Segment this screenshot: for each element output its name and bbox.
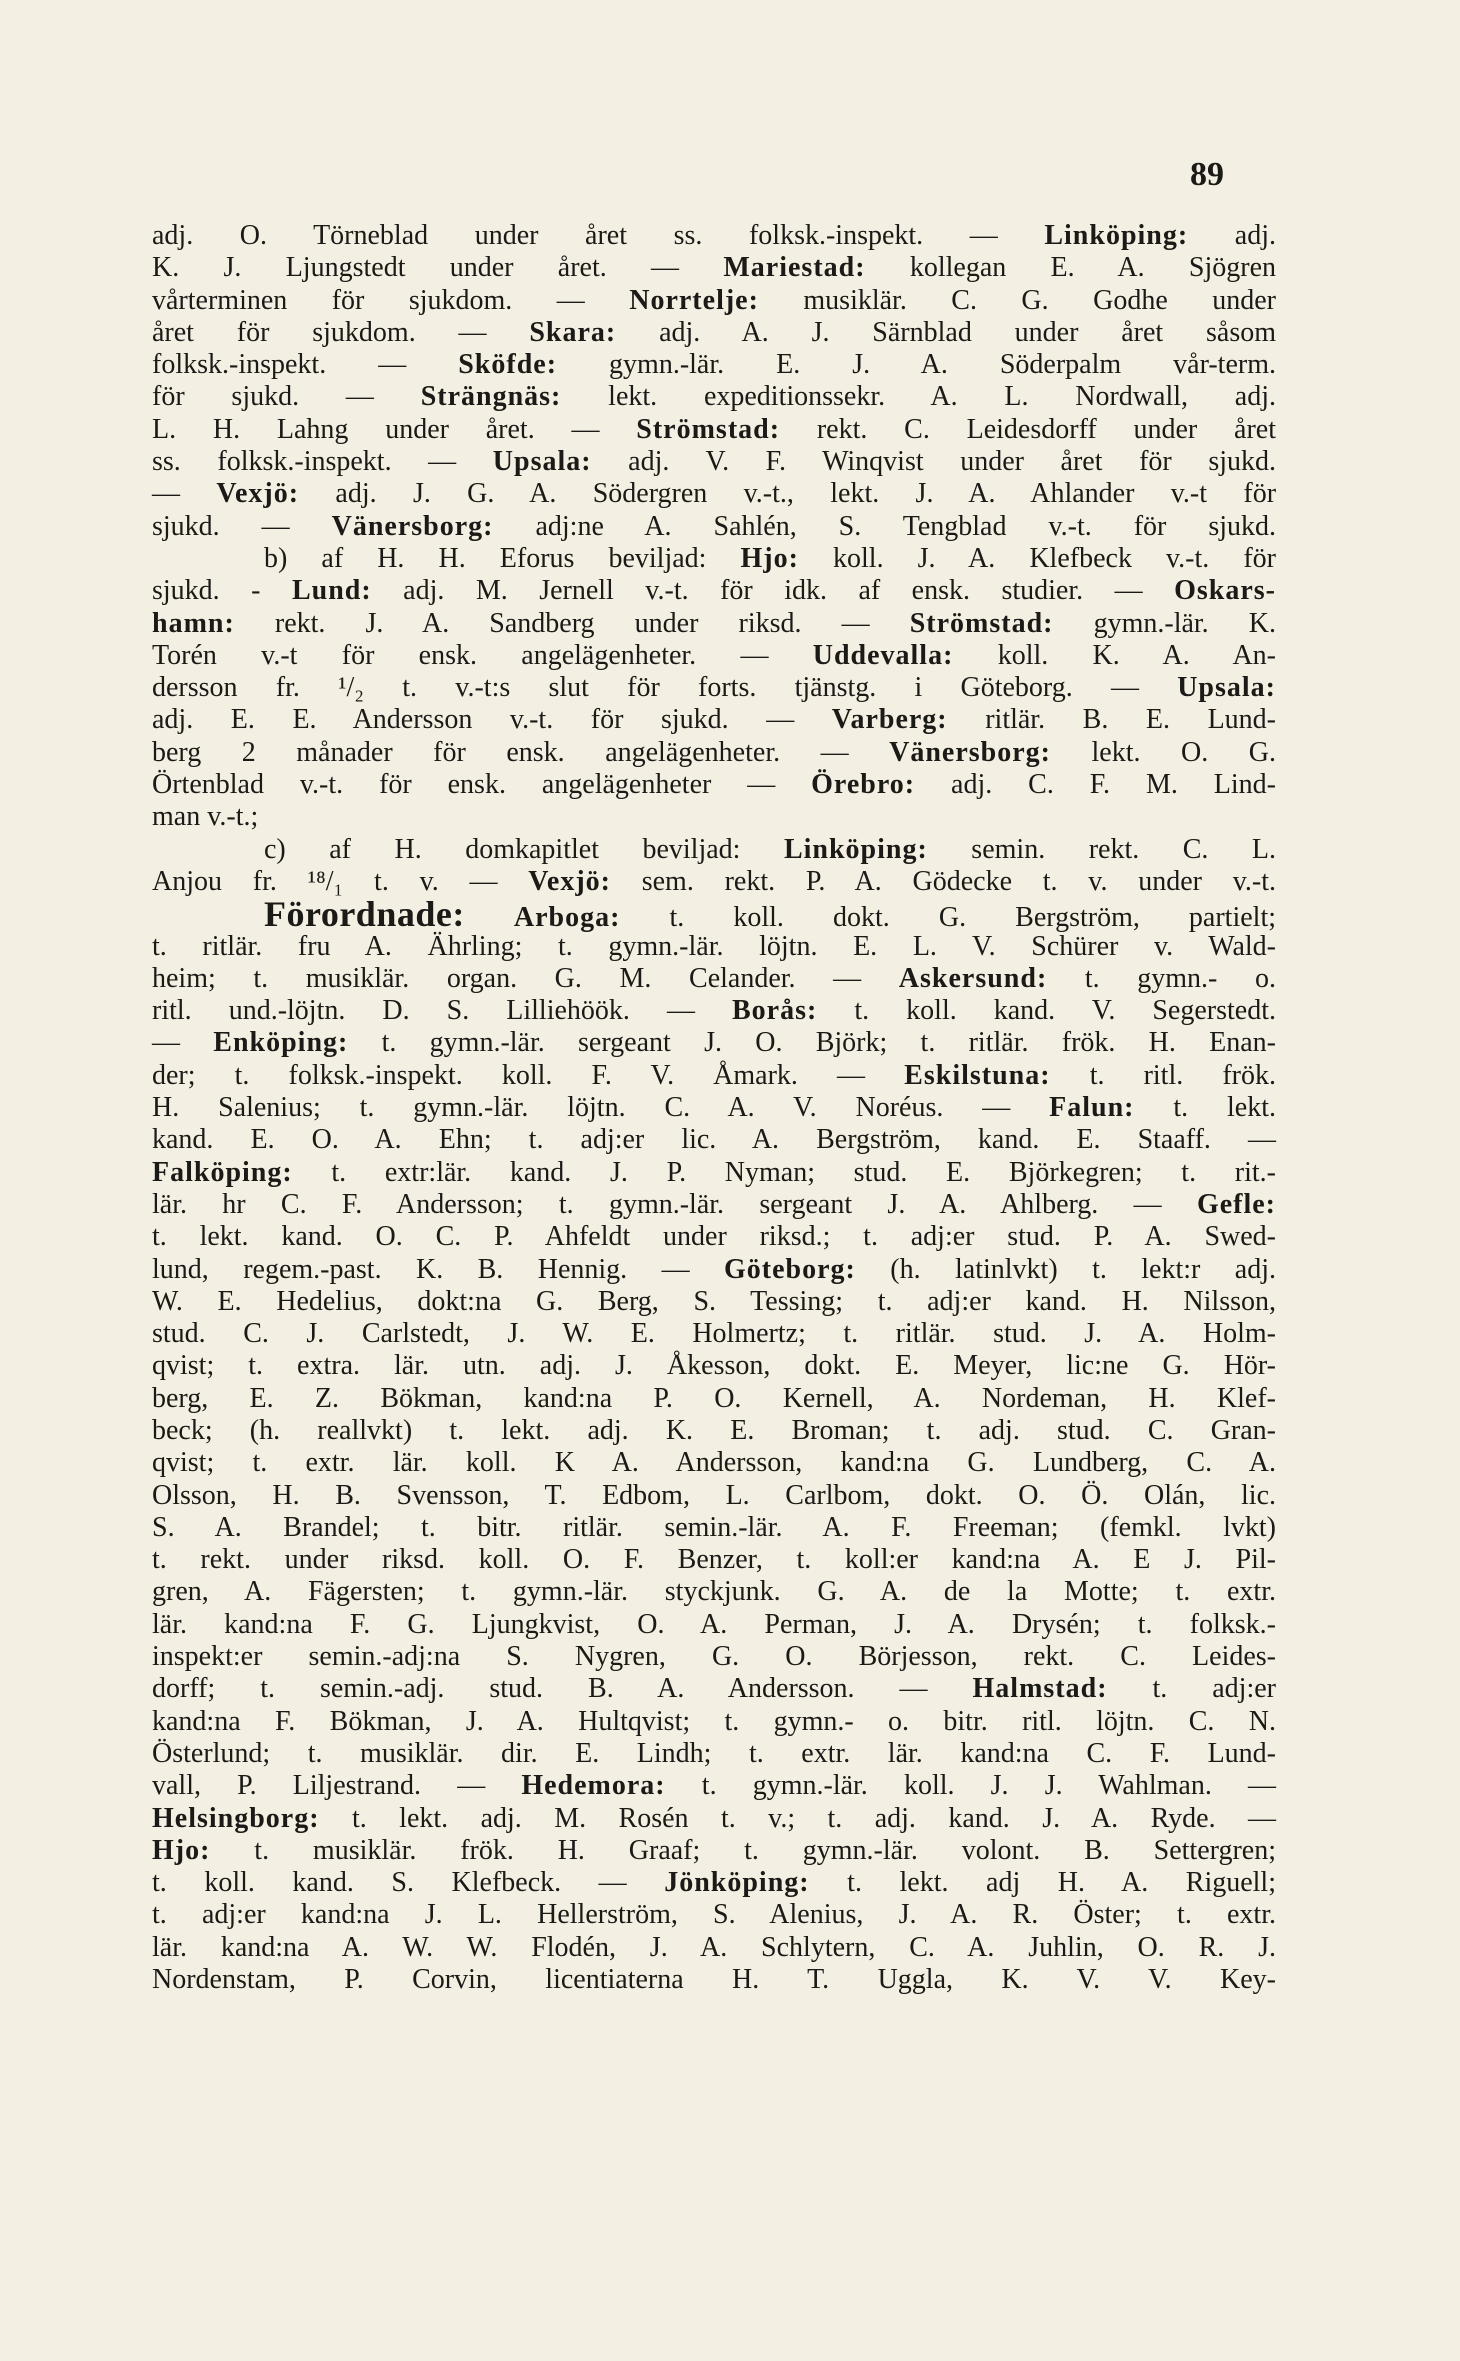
text-segment: Olsson, H. B. Svensson, T. Edbom, L. Carlbom, dokt. O. Ö. Olán, lic. — [152, 1479, 1276, 1511]
text-line — [152, 1964, 1276, 1996]
text-segment: K. J. Ljungstedt under året. — — [152, 252, 724, 284]
place-name: Strängnäs: — [420, 381, 562, 413]
place-name: Falköping: — [152, 1156, 293, 1188]
text-segment: adj. — [1188, 220, 1276, 251]
text-segment: W. E. Hedelius, dokt:na G. Berg, S. Tessing; t. adj:er kand. H. Nilsson, — [152, 1285, 1276, 1317]
place-name: Hjo: — [740, 542, 799, 574]
text-line — [152, 285, 1276, 317]
place-name: Vexjö: — [528, 865, 611, 897]
text-segment: gymn.-lär. K. — [1053, 607, 1276, 639]
place-name: Askersund: — [898, 962, 1048, 994]
text-line — [152, 381, 1276, 413]
text-line — [152, 1867, 1276, 1899]
text-segment: dersson fr. ¹/₂ t. v.-t:s slut för forts. tjänstg. i Göteborg. — — [152, 672, 1178, 704]
text-line — [152, 995, 1276, 1027]
text-segment: sjukd. - — [152, 575, 292, 607]
text-line — [152, 737, 1276, 769]
text-segment: folksk.-inspekt. — — [152, 349, 459, 381]
text-segment: rekt. C. Leidesdorff under året — [780, 413, 1276, 445]
text-segment: qvist; t. extr. lär. koll. K A. Andersson, kand:na G. Lundberg, C. A. — [152, 1447, 1276, 1479]
text-segment: adj. C. F. M. Lind- — [915, 769, 1276, 801]
place-name: Helsingborg: — [152, 1802, 320, 1834]
text-segment: t. koll. kand. S. Klefbeck. — — [152, 1867, 665, 1899]
place-name: Jönköping: — [664, 1867, 810, 1899]
text-segment: stud. C. J. Carlstedt, J. W. E. Holmertz; t. ritlär. stud. J. A. Holm- — [152, 1318, 1276, 1350]
text-line — [152, 704, 1276, 736]
text-line — [152, 1286, 1276, 1318]
place-name: Vänersborg: — [331, 510, 494, 542]
place-name: Strömstad: — [909, 607, 1054, 639]
text-segment: adj. M. Jernell v.-t. för idk. af ensk. studier. — — [371, 575, 1175, 607]
text-segment: musiklär. C. G. Godhe under — [758, 284, 1276, 316]
text-segment: qvist; t. extra. lär. utn. adj. J. Åkesson, dokt. E. Meyer, lic:ne G. Hör- — [152, 1350, 1276, 1382]
text-segment: beck; (h. reallvkt) t. lekt. adj. K. E. Broman; t. adj. stud. C. Gran- — [152, 1414, 1276, 1446]
place-name: Sköfde: — [458, 349, 558, 381]
place-name: Göteborg: — [724, 1253, 856, 1285]
text-line — [152, 1221, 1276, 1253]
text-segment: Nordenstam, P. Corvin, licentiaterna H. T. Uggla, K. V. V. Key- — [152, 1964, 1276, 1996]
text-segment: t. lekt. kand. O. C. P. Ahfeldt under riksd.; t. adj:er stud. P. A. Swed- — [152, 1221, 1276, 1253]
text-line — [152, 1157, 1276, 1189]
text-segment: koll. K. A. An- — [953, 639, 1276, 671]
place-name: Mariestad: — [723, 252, 866, 284]
text-segment: rekt. J. A. Sandberg under riksd. — — [234, 607, 910, 639]
text-segment: Österlund; t. musiklär. dir. E. Lindh; t. extr. lär. kand:na C. F. Lund- — [152, 1737, 1276, 1769]
place-name: Upsala: — [1177, 672, 1276, 704]
text-line — [152, 640, 1276, 672]
text-line — [152, 1415, 1276, 1447]
text-segment: c) af H. domkapitlet beviljad: — [264, 833, 784, 865]
text-segment: S. A. Brandel; t. bitr. ritlär. semin.-lär. A. F. Freeman; (femkl. lvkt) — [152, 1511, 1276, 1543]
text-segment: t. ritl. frök. — [1050, 1059, 1277, 1091]
text-line — [152, 1609, 1276, 1641]
place-name: Gefle: — [1196, 1188, 1276, 1220]
place-name: Vexjö: — [216, 478, 300, 510]
text-line — [152, 1254, 1276, 1286]
text-line — [152, 317, 1276, 349]
text-segment: t. gymn.-lär. koll. J. J. Wahlman. — — [665, 1770, 1276, 1802]
text-line — [152, 478, 1276, 510]
text-segment — [465, 902, 514, 933]
text-segment: t. adj:er kand:na J. L. Hellerström, S. Alenius, J. A. R. Öster; t. extr. — [152, 1899, 1276, 1931]
text-line — [152, 1189, 1276, 1221]
place-name: Linköping: — [783, 833, 928, 865]
place-name: Uddevalla: — [812, 639, 954, 671]
text-segment: adj. O. Törneblad under året ss. folksk.-inspekt. — — [152, 220, 1045, 251]
place-name: Eskilstuna: — [904, 1059, 1051, 1091]
text-segment: t. lekt. adj. M. Rosén t. v.; t. adj. kand. J. A. Ryde. — — [319, 1802, 1276, 1834]
text-segment: t. gymn.- o. — [1047, 962, 1276, 994]
text-segment: lär. kand:na F. G. Ljungkvist, O. A. Perman, J. A. Drysén; t. folksk.- — [152, 1608, 1276, 1640]
text-line — [152, 801, 1276, 833]
text-segment: L. H. Lahng under året. — — [152, 413, 637, 445]
place-name: Hjo: — [152, 1834, 211, 1866]
text-segment: adj. J. G. A. Södergren v.-t., lekt. J. A. Ahlander v.-t för — [299, 478, 1277, 510]
text-segment: H. Salenius; t. gymn.-lär. löjtn. C. A. V. Noréus. — — [152, 1092, 1050, 1124]
text-line — [152, 1350, 1276, 1382]
place-name: Norrtelje: — [629, 284, 759, 316]
text-segment: året för sjukdom. — — [152, 316, 530, 348]
text-line — [152, 1512, 1276, 1544]
text-line — [152, 220, 1276, 252]
text-line — [152, 1124, 1276, 1156]
page-number: 89 — [1190, 156, 1224, 193]
text-segment: t. rekt. under riksd. koll. O. F. Benzer, t. koll:er kand:na A. E J. Pil- — [152, 1544, 1276, 1576]
place-name: Linköping: — [1044, 220, 1189, 251]
text-segment: — — [152, 478, 217, 510]
place-name: Oskars- — [1174, 575, 1276, 607]
text-segment: berg 2 månader för ensk. angelägenheter. — — [152, 736, 890, 768]
text-line — [152, 1673, 1276, 1705]
text-line — [152, 414, 1276, 446]
text-line — [152, 769, 1276, 801]
text-segment: Anjou fr. ¹⁸/₁ t. v. — — [152, 865, 529, 897]
place-name: Enköping: — [213, 1027, 349, 1059]
text-line — [152, 1544, 1276, 1576]
text-segment: sjukd. — — [152, 510, 332, 542]
text-segment: t. gymn.-lär. sergeant J. O. Björk; t. ritlär. frök. H. Enan- — [348, 1027, 1277, 1059]
text-line — [152, 1932, 1276, 1964]
text-segment: adj. E. E. Andersson v.-t. för sjukd. — — [152, 704, 832, 736]
text-line — [152, 1092, 1276, 1124]
text-line — [152, 1641, 1276, 1673]
text-segment: ritl. und.-löjtn. D. S. Lilliehöök. — — [152, 995, 732, 1027]
place-name: Borås: — [731, 995, 818, 1027]
text-segment: gymn.-lär. E. J. A. Söderpalm vår-term. — [557, 349, 1276, 381]
text-line — [152, 672, 1276, 704]
text-segment: heim; t. musiklär. organ. G. M. Celander. — — [152, 962, 899, 994]
text-segment: vårterminen för sjukdom. — — [152, 284, 630, 316]
text-line — [152, 1803, 1276, 1835]
place-name: Lund: — [291, 575, 372, 607]
text-segment: ss. folksk.-inspekt. — — [152, 446, 493, 478]
text-segment: t. musiklär. frök. H. Graaf; t. gymn.-lär. volont. B. Settergren; — [210, 1834, 1276, 1866]
text-segment: (h. latinlvkt) t. lekt:r adj. — [855, 1253, 1276, 1285]
text-segment: adj:ne A. Sahlén, S. Tengblad v.-t. för sjukd. — [493, 510, 1276, 542]
text-segment: t. adj:er — [1107, 1673, 1276, 1705]
text-line — [152, 349, 1276, 381]
text-segment: t. lekt. — [1134, 1092, 1277, 1124]
text-segment: Örtenblad v.-t. för ensk. angelägenheter — — [152, 769, 812, 801]
text-segment: semin. rekt. C. L. — [927, 833, 1276, 865]
text-segment: lund, regem.-past. K. B. Hennig. — — [152, 1253, 724, 1285]
place-name: Arboga: — [513, 902, 621, 934]
place-name: Strömstad: — [636, 413, 781, 445]
text-line — [152, 1383, 1276, 1415]
text-line — [152, 1835, 1276, 1867]
text-line — [152, 1318, 1276, 1350]
text-segment: adj. A. J. Särnblad under året såsom — [616, 316, 1276, 348]
text-line — [152, 575, 1276, 607]
text-line — [152, 931, 1276, 963]
text-segment: sem. rekt. P. A. Gödecke t. v. under v.-t. — [610, 865, 1276, 897]
text-segment: vall, P. Liljestrand. — — [152, 1770, 522, 1802]
text-line — [152, 1447, 1276, 1479]
text-line — [152, 1899, 1276, 1931]
section-heading: Förordnade: — [264, 894, 465, 935]
text-segment: lär. kand:na A. W. W. Flodén, J. A. Schlytern, C. A. Juhlin, O. R. J. — [152, 1931, 1276, 1963]
text-segment: gren, A. Fägersten; t. gymn.-lär. styckjunk. G. A. de la Motte; t. extr. — [152, 1576, 1276, 1608]
text-segment: dorff; t. semin.-adj. stud. B. A. Andersson. — — [152, 1673, 973, 1705]
text-line — [152, 1738, 1276, 1770]
text-line — [152, 543, 1276, 575]
text-line — [152, 963, 1276, 995]
text-line — [152, 1480, 1276, 1512]
text-segment: lär. hr C. F. Andersson; t. gymn.-lär. sergeant J. A. Ahlberg. — — [152, 1188, 1197, 1220]
text-segment: t. extr:lär. kand. J. P. Nyman; stud. E. Björkegren; t. rit.- — [292, 1156, 1276, 1188]
text-segment: t. ritlär. fru A. Ährling; t. gymn.-lär. löjtn. E. L. V. Schürer v. Wald- — [152, 930, 1276, 962]
text-line — [152, 1027, 1276, 1059]
text-segment: ritlär. B. E. Lund- — [947, 704, 1276, 736]
text-segment: t. koll. kand. V. Segerstedt. — [817, 995, 1276, 1027]
place-name: Halmstad: — [972, 1673, 1108, 1705]
text-line — [152, 1706, 1276, 1738]
place-name: Falun: — [1049, 1092, 1135, 1124]
text-segment: t. koll. dokt. G. Bergström, partielt; — [620, 902, 1276, 934]
text-segment: der; t. folksk.-inspekt. koll. F. V. Åmark. — — [152, 1059, 905, 1091]
text-segment: koll. J. A. Klefbeck v.-t. för — [798, 542, 1276, 574]
text-segment: inspekt:er semin.-adj:na S. Nygren, G. O. Börjesson, rekt. C. Leides- — [152, 1641, 1276, 1673]
text-segment: t. lekt. adj H. A. Riguell; — [809, 1867, 1276, 1899]
place-name: Vänersborg: — [889, 736, 1052, 768]
text-line — [152, 446, 1276, 478]
place-name: Varberg: — [831, 704, 948, 736]
text-segment: — — [152, 1027, 214, 1059]
text-segment: lekt. expeditionssekr. A. L. Nordwall, adj. — [561, 381, 1277, 413]
place-name: Hedemora: — [521, 1770, 666, 1802]
text-segment: b) af H. H. Eforus beviljad: — [264, 542, 741, 574]
text-line — [152, 1576, 1276, 1608]
text-segment: kollegan E. A. Sjögren — [865, 252, 1277, 284]
text-segment: lekt. O. G. — [1051, 736, 1276, 768]
text-segment: för sjukd. — — [152, 381, 421, 413]
text-line — [152, 608, 1276, 640]
text-line — [152, 1060, 1276, 1092]
place-name: hamn: — [152, 607, 235, 639]
text-line — [152, 252, 1276, 284]
text-segment: Torén v.-t för ensk. angelägenheter. — — [152, 639, 813, 671]
place-name: Skara: — [529, 316, 617, 348]
text-block — [152, 220, 1276, 1996]
text-line — [152, 894, 1276, 935]
text-segment: berg, E. Z. Bökman, kand:na P. O. Kernell, A. Nordeman, H. Klef- — [152, 1382, 1276, 1414]
text-line — [152, 834, 1276, 866]
place-name: Upsala: — [492, 446, 592, 478]
text-line — [152, 1770, 1276, 1802]
text-segment: adj. V. F. Winqvist under året för sjukd. — [591, 446, 1277, 478]
place-name: Örebro: — [811, 769, 916, 801]
text-segment: man v.-t.; — [152, 801, 259, 833]
text-segment: kand:na F. Bökman, J. A. Hultqvist; t. gymn.- o. bitr. ritl. löjtn. C. N. — [152, 1705, 1276, 1737]
text-line — [152, 511, 1276, 543]
text-segment: kand. E. O. A. Ehn; t. adj:er lic. A. Bergström, kand. E. Staaff. — — [152, 1124, 1276, 1156]
